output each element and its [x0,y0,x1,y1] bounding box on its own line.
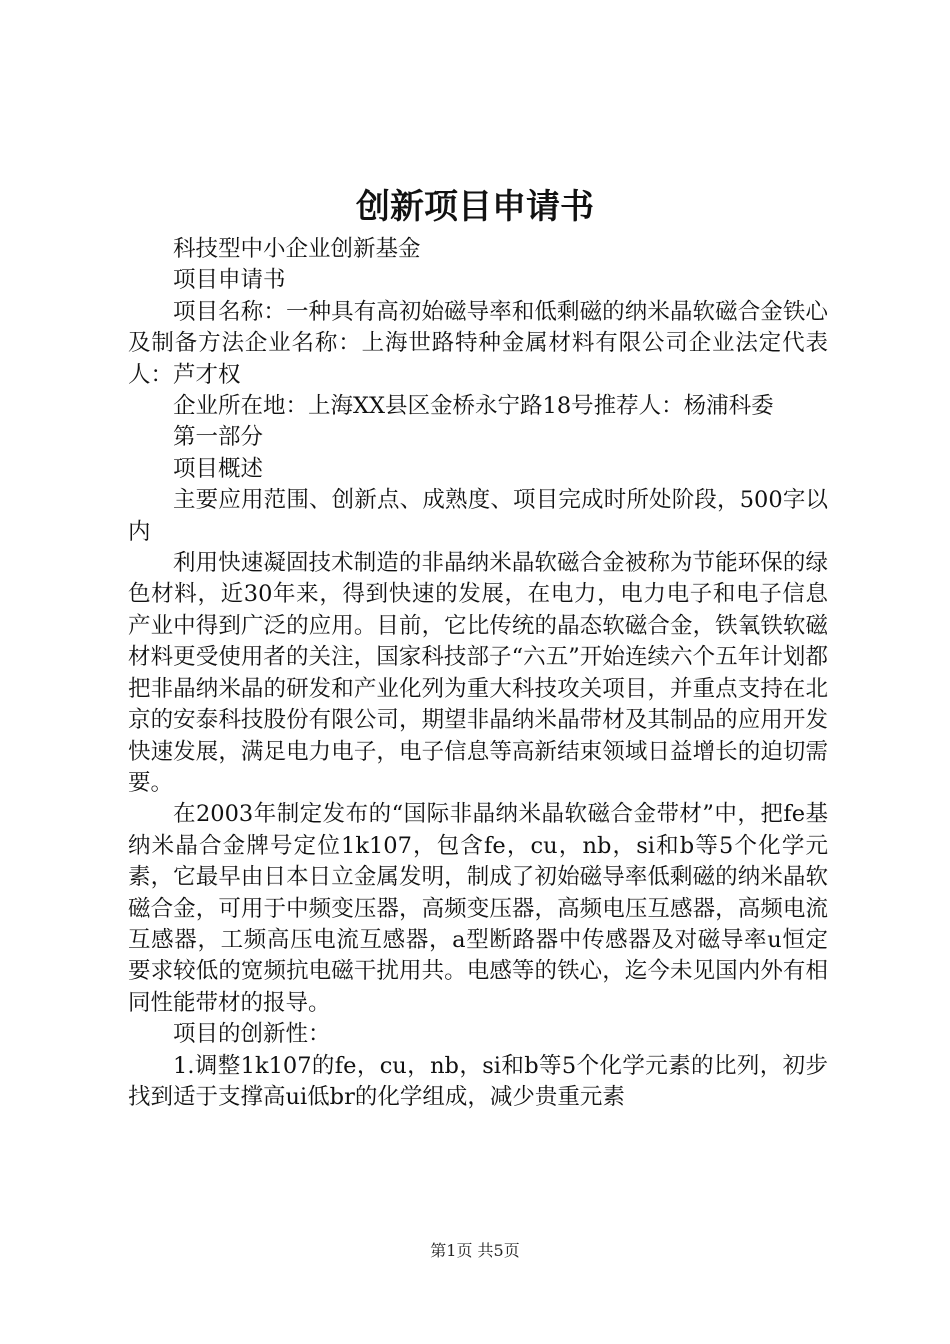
paragraph-doc-type: 项目申请书 [173,267,286,294]
page-footer: 第1页 共5页 [430,1241,520,1260]
paragraph-background: 利用快速凝固技术制造的非晶纳米晶软磁合金被称为节能环保的绿色材料，近30年来，得到快速的发展，在电力，电力电子和电子信息产业中得到广泛的应用。目前，它比传统的晶态软磁合金，铁氧铁软磁材料更受使用者的关注，国家科技部子“六五”开始连续六个五年计划都把非晶纳米晶的研发和产业化列为重大科技攻关项目，并重点支持在北京的安泰科技股份有限公司，期望非晶纳米晶带材及其制品的应用开发快速发展，满足电力电子，电子信息等高新结束领域日益增长的迫切需要。 [128,550,828,796]
paragraph-company-location: 企业所在地：上海XX县区金桥永宁路18号推荐人：杨浦科委 [173,393,774,420]
paragraph-overview-prompt: 主要应用范围、创新点、成熟度、项目完成时所处阶段，500字以内 [128,487,828,545]
section-heading-part-one: 第一部分 [173,424,264,451]
page-title: 创新项目申请书 [356,187,594,227]
paragraph-innovation-1: 1.调整1k107的fe，cu，nb，si和b等5个化学元素的比列，初步找到适于支撑高ui低br的化学组成，减少贵重元素 [128,1052,828,1110]
section-heading-innovation: 项目的创新性： [173,1021,331,1048]
paragraph-standard: 在2003年制定发布的“国际非晶纳米晶软磁合金带材”中，把fe基纳米晶合金牌号定位1k107，包含fe，cu，nb，si和b等5个化学元素，它最早由日本日立金属发明，制成了初始磁导率低剩磁的纳米晶软磁合金，可用于中频变压器，高频变压器，高频电压互感器，高频电流互感器，工频高压电流互感器，a型断路器中传感器及对磁导率u恒定要求较低的宽频抗电磁干扰用共。电感等的铁心，迄今未见国内外有相同性能带材的报导。 [128,801,828,1016]
section-heading-overview: 项目概述 [173,455,264,482]
paragraph-fund-name: 科技型中小企业创新基金 [173,236,421,262]
paragraph-project-info: 项目名称：一种具有高初始磁导率和低剩磁的纳米晶软磁合金铁心及制备方法企业名称：上海世路特种金属材料有限公司企业法定代表人：芦才权 [128,298,828,388]
document-body [128,234,828,1113]
